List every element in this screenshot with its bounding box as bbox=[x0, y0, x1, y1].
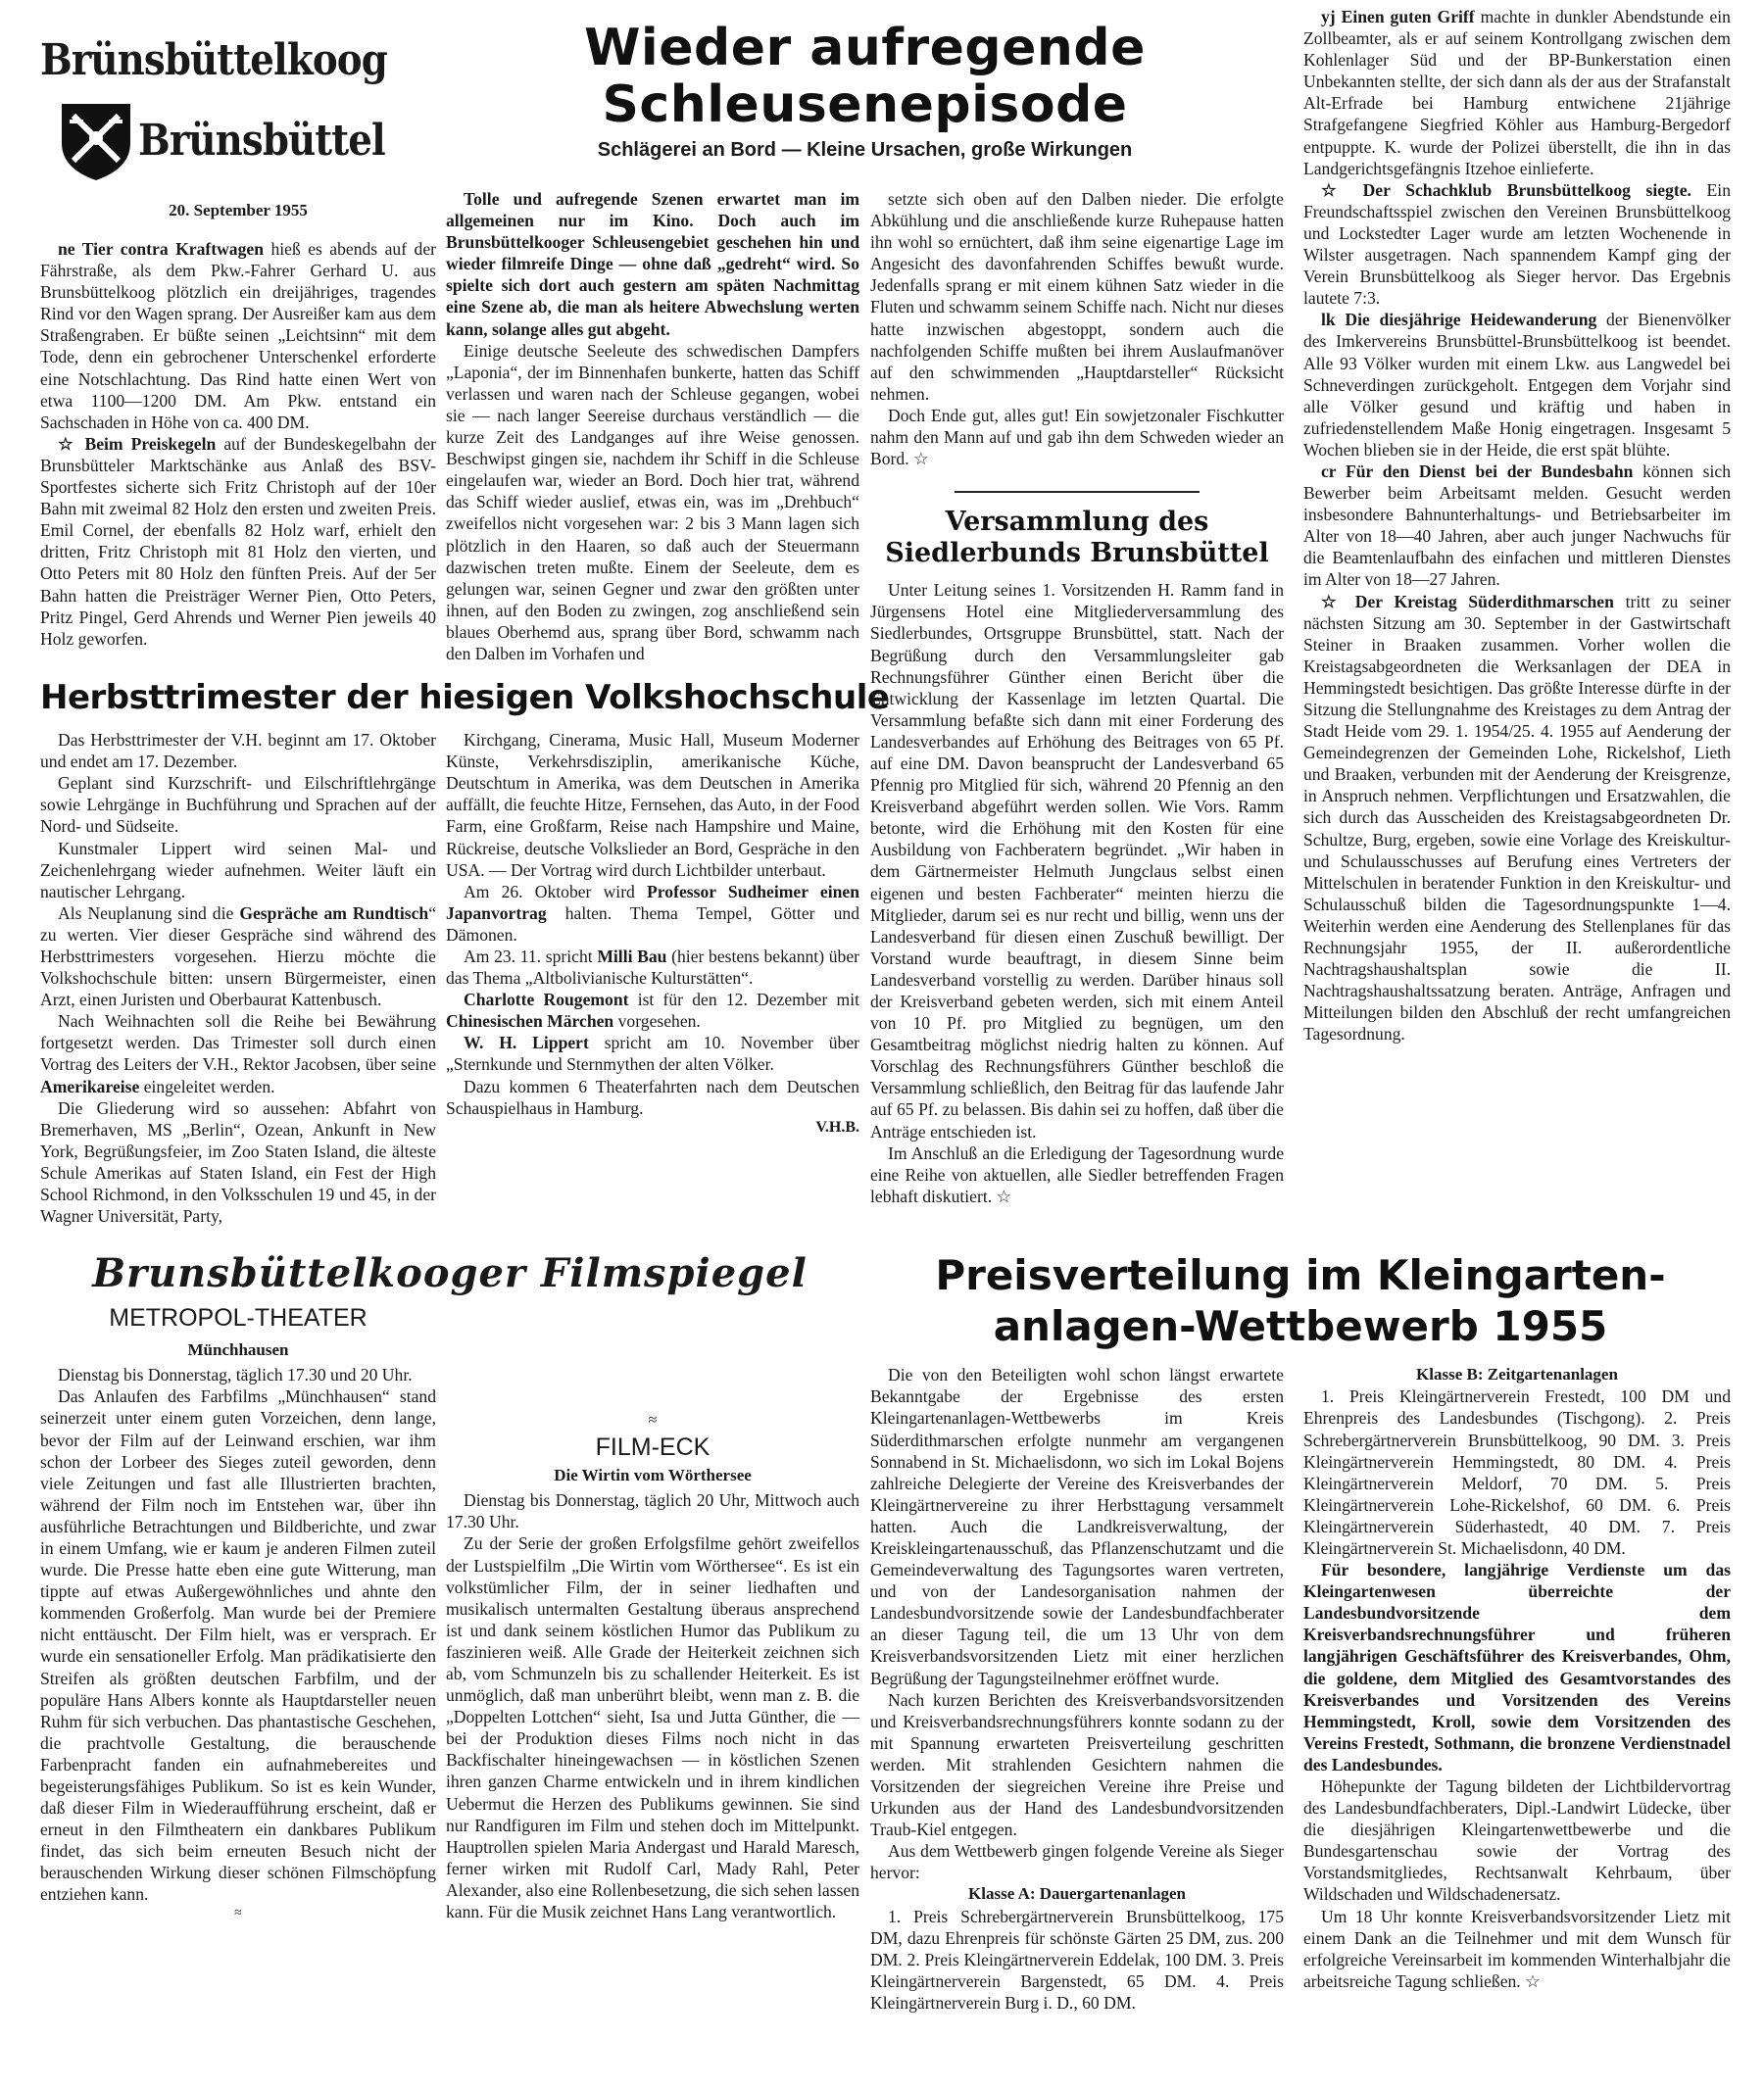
paragraph bbox=[870, 1689, 1284, 1841]
text: Aus dem Wettbewerb gingen folgende Vereine als Sieger hervor: bbox=[870, 1841, 1284, 1883]
metropol-column bbox=[40, 1364, 436, 1905]
paragraph bbox=[40, 729, 436, 772]
masthead-title-brunsbuettelkoog: Brünsbüttelkoog bbox=[40, 35, 387, 85]
metropol-wrap bbox=[40, 1304, 436, 1920]
text: Dazu kommen 6 Theaterfahrten nach dem Deutschen Schauspielhaus in Hamburg. bbox=[446, 1076, 859, 1118]
text: 1. Preis Kleingärtnerverein Frestedt, 100 DM und Ehrenpreis des Landesbundes (Tischgong). 2. Preis Schrebergärtnerverein Brunsbüttelkoog, 90 DM. 3. Preis Kleingärtnerverein Hemmingstedt, 80 DM. 4. Preis Kleingärtnerverein Meldorf, 70 DM. 5. Preis Kleingärtnerverein Lohe-Rickelshof, 60 DM. 6. Preis Kleingärtnerverein Süderhastedt, 40 DM. 7. Preis Kleingärtnerverein St. Michaelisdonn, 40 DM. bbox=[1303, 1386, 1731, 1558]
paragraph bbox=[40, 838, 436, 902]
paragraph bbox=[1303, 179, 1731, 310]
column-3-stack bbox=[870, 6, 1284, 1207]
bold-text: ☆ Der Schachklub Brunsbüttelkoog siegte. bbox=[1321, 179, 1691, 200]
paragraph bbox=[40, 433, 436, 650]
text: 1. Preis Schrebergärtnerverein Brunsbüttelkoog, 175 DM, dazu Ehrenpreis für schönste Gärten 25 DM, zus. 200 DM. 2. Preis Kleingärtnerverein Eddelak, 100 DM. 3. Preis Kleingärtnerverein Bargenstedt, 65 DM. 4. Preis Kleingärtnerverein Burg i. D., 60 DM. bbox=[870, 1906, 1284, 2013]
text: Unter Leitung seines 1. Vorsitzenden H. Ramm fand in Jürgensens Hotel eine Mitgliederversammlung des Siedlerbundes, Ortsgruppe Brunsbüttel, statt. Nach der Begrüßung durch den Versammlungsleiter gab Rechnungsführer Günther einen Bericht über die Entwicklung der Kassenlage im letzten Quartal. Die Versammlung befaßte sich dann mit einer Forderung des Landesverbandes auf Erhöhung des Beitrages von 65 Pf. auf eine DM. Davon beansprucht der Landesverband 65 Pfennig pro Mitglied für sich, während 20 Pfennig an den Kreisverband abgeführt werden sollen. Wie Vors. Ramm betonte, wird die Erhöhung mit den Kosten für eine Ausbildung von Fachberatern begründet. „Wir haben in dem Gärtnermeister Helmuth Jungclaus selbst einen eigenen und besten Fachberater“ meinten hierzu die Mitglieder, darum sei es nur recht und billig, wenn uns der Landesverband für diesen einen Zuschuß bewilligt. Der Vorstand wurde beauftragt, in diesem Sinne beim Landesverband vorstellig zu werden. Darüber hinaus soll der Kreisverband gebeten werden, sich mit einem Anteil von 10 Pf. pro Mitglied zu begnügen, um den Gesamtbeitrag möglichst niedrig halten zu können. Auf Vorschlag des Rechnungsführers Günther beschloß die Versammlung schließlich, den Beitrag für das laufende Jahr auf 65 Pf. zu belassen. Bis dahin sei zu hoffen, daß über die Anträge entschieden ist. bbox=[870, 580, 1284, 1142]
text: Die von den Beteiligten wohl schon längst erwartete Bekanntgabe der Ergebnisse des ersten Kleingartenanlagen-Wettbewerbs im Kreis Süderdithmarschen erfolgte nunmehr am vergangenen Sonnabend in St. Michaelisdonn, wo sich im Lokal Bojens zahlreiche Delegierte der Vereine des Kreisverbandes der Kleingärtnervereine zu ihrer Herbsttagung versammelt hatten. Auch die Landkreisverwaltung, der Kreiskleingartenausschuß, das Pflanzenschutzamt und die Gemeindeverwaltung des Tagungsortes waren vertreten, und von der Landesorganisation nahmen der Landesbundvorsitzende sowie der Landesbundfachberater an dieser Tagung teil, die um 13 Uhr von dem Kreisverbandsvorsitzenden Lietz mit einer herzlichen Begrüßung der Tagungsteilnehmer eröffnet wurde. bbox=[870, 1365, 1284, 1688]
filmeck-wrap bbox=[446, 1304, 859, 1922]
paragraph bbox=[1303, 1559, 1731, 1775]
headline-line: Schleusenepisode bbox=[602, 75, 1128, 134]
paragraph bbox=[40, 1385, 436, 1905]
paragraph bbox=[446, 1532, 859, 1922]
kleingarten-column-2 bbox=[1303, 1364, 1731, 1992]
column-1-top bbox=[40, 6, 436, 650]
paragraph bbox=[446, 1032, 859, 1075]
text: eingeleitet werden. bbox=[139, 1076, 275, 1096]
text: Die Gliederung wird so aussehen: Abfahrt von Bremerhaven, MS „Berlin“, Ozean, Ankunft in New York, Begrüßungsfeier, im Zoo Staten Island, die älteste Schule Amerikas auf Staten Island, ein Fest der High School Richmond, in den Volksschulen 19 und 45, in der Wagner Universität, Party, bbox=[40, 1097, 436, 1227]
paragraph bbox=[870, 1840, 1284, 1883]
paragraph bbox=[870, 1364, 1284, 1688]
metropol-theater-title: METROPOL-THEATER bbox=[109, 1304, 368, 1333]
bold-text: Professor Sudheimer einen Japanvortrag bbox=[446, 881, 859, 923]
schleuse-column-1 bbox=[446, 188, 859, 664]
text: vorgesehen. bbox=[613, 1011, 701, 1032]
text: Das Anlaufen des Farbfilms „Münchhausen“ stand seinerzeit unter einem guten Vorzeichen, denn lange, bevor der Film auf der Leinwand erschien, war ihm schon der Lorbeer des Sieges zuteil geworden, denn viele Zeitungen und fast alle Illustrierten brachten, während der Film noch im Entstehen war, über ihn ausführliche Betrachtungen und Bildberichte, und zwar in einem Umfang, wie er kaum je anderen Filmen zuteil wurde. Die Presse hatte eben eine gute Witterung, man tippte auf etwas Außergewöhnliches und ahnte den kommenden Großerfolg. Man wurde bei der Premiere nicht enttäuscht. Der Film hielt, was er versprach. Er wurde ein sensationeller Erfolg. Man prädikatisierte den Streifen als größten deutschen Farbfilm, und der populäre Hans Albers konnte als Hauptdarsteller neuen Ruhm für sich verbuchen. Das phantastische Geschehen, die prachtvolle Gestaltung, die berauschende Farbenpracht fanden ein aufnahmebereites und begeisterungsfähiges Publikum. So ist es kein Wunder, daß dieser Film in Wiederaufführung erscheint, daß er erneut in den Filmtheatern ein dankbares Publikum findet, das sich beim erneuten Besuch nicht der berauschenden Wirkung dieser schönen Filmschöpfung entziehen kann. bbox=[40, 1386, 436, 1905]
text: ist für den 12. Dezember mit bbox=[628, 990, 859, 1010]
text: Am 23. 11. spricht bbox=[464, 947, 598, 966]
text: Das Herbsttrimester der V.H. beginnt am 17. Oktober und endet am 17. Dezember. bbox=[40, 730, 436, 772]
bold-text: W. H. Lippert bbox=[464, 1033, 589, 1053]
paragraph bbox=[40, 1364, 436, 1385]
filmeck-column bbox=[446, 1489, 859, 1922]
paragraph bbox=[446, 1489, 859, 1532]
right-news-column bbox=[1303, 6, 1731, 1045]
text: Nach kurzen Berichten des Kreisverbandsvorsitzenden und Kreisverbandsrechnungsführers konnte sodann zu der mit Spannung erwarteten Preisverteilung geschritten werden. Mit strahlenden Gesichtern nahmen die Vorsitzenden der siegreichen Vereine ihre Preise und Urkunden aus der Hand des Landesbundvorsitzenden Traub-Kiel entgegen. bbox=[870, 1689, 1284, 1840]
headline-line: Versammlung des bbox=[945, 507, 1209, 538]
separator-icon: ≈ bbox=[648, 1412, 658, 1430]
separator-icon: ≈ bbox=[234, 1905, 242, 1920]
paragraph bbox=[446, 946, 859, 989]
headline-line: Wieder aufregende bbox=[584, 19, 1146, 77]
bold-text: ne Tier contra Kraftwagen bbox=[58, 239, 264, 259]
text: der Bienenvölker des Imkervereins Brunsbüttel-Brunsbüttelkoog ist beendet. Alle 93 Völker wurden mit einem Lkw. aus Langwedel bei Schneverdingen zurückgeholt. Entgegen dem Vorjahr sind alle Völker gesund und kräftig und haben in zufriedenstellendem Maße Honig eingetragen. Insgesamt 5 Wochen blieben sie in der Heide, die erst spät blühte. bbox=[1303, 310, 1731, 460]
text: Dienstag bis Donnerstag, täglich 20 Uhr, Mittwoch auch 17.30 Uhr. bbox=[446, 1490, 859, 1532]
paragraph bbox=[40, 1010, 436, 1096]
masthead bbox=[40, 35, 436, 197]
paragraph bbox=[1303, 1906, 1731, 1992]
paragraph bbox=[870, 579, 1284, 1142]
bold-text: ☆ Beim Preiskegeln bbox=[58, 433, 217, 454]
divider bbox=[955, 491, 1200, 493]
paragraph bbox=[870, 405, 1284, 469]
kleingarten-section bbox=[870, 1250, 1731, 2014]
text: machte in dunkler Abendstunde ein Zollbeamter, als er auf seinem Kontrollgang zwischen dem Kohlenlager Süd und der BP-Bunkerstation einen Unbekannten stellte, der sich dann als der aus der Strafanstalt Alt-Erfrade bei Hamburg entwichene 21jährige Strafgefangene Siegfried Köhler aus Hamburg-Bergedorf entpuppte. K. wurde der Polizei überstellt, die ihn in das Landgerichtsgefängnis Itzehoe einlieferte. bbox=[1303, 7, 1731, 178]
headline-line: Siedlerbunds Brunsbüttel bbox=[885, 538, 1269, 569]
siedler-headline bbox=[870, 507, 1284, 569]
bold-text: Milli Bau bbox=[597, 947, 667, 966]
schleuse-header bbox=[446, 20, 1284, 162]
text: Um 18 Uhr konnte Kreisverbandsvorsitzender Lietz mit einem Dank an die Teilnehmer und mit dem Wunsch für erfolgreiche Vereinsarbeit im kommenden Winterhalbjahr die arbeitsreiche Tagung schließen. ☆ bbox=[1303, 1906, 1731, 1991]
paragraph bbox=[1303, 591, 1731, 1045]
bold-text: Chinesischen Märchen bbox=[446, 1011, 614, 1032]
kleingarten-intro bbox=[870, 1364, 1284, 1883]
bold-text: Für besondere, langjährige Verdienste um das Kleingartenwesen überreichte der Landesbundvorsitzende dem Kreisverbandsrechnungsführer und früheren langjährigen Geschäftsführer des Kreisverbandes, Ohm, die goldene, dem Mitglied des Gesamtvorstandes des Kreisverbandes und Vorsitzenden des Vereins Hemmingstedt, Kroll, sowie dem Vorsitzenden des Vereins Frestedt, Sothmann, die bronzene Verdienstnadel des Landesbundes. bbox=[1303, 1560, 1731, 1774]
bold-text: Amerikareise bbox=[40, 1076, 140, 1096]
text: Im Anschluß an die Erledigung der Tagesordnung wurde eine Reihe von aktuellen, alle Siedler betreffenden Fragen lebhaft diskutiert. ☆ bbox=[870, 1142, 1284, 1206]
text: spricht am 10. November über „Sternkunde und Sternmythen der alten Völker. bbox=[446, 1033, 859, 1075]
vhs-column-2 bbox=[446, 729, 859, 1119]
kleingarten-headline bbox=[870, 1250, 1731, 1352]
text: Als Neuplanung sind die bbox=[58, 902, 240, 923]
paragraph bbox=[40, 1097, 436, 1228]
text: hieß es abends auf der Fährstraße, als dem Pkw.-Fahrer Gerhard U. aus Brunsbüttelkoog plötzlich ein dreijähriges, tragendes Rind vor den Wagen sprang. Der Ausreißer kam aus dem Straßengraben. Er büßte seinen „Leichtsinn“ mit dem Tode, denn ein gebrochener Unterschenkel erforderte eine Notschlachtung. Das Rind hatte einen Wert von etwa 1100—1200 DM. Am Pkw. entstand ein Sachschaden in Höhe von ca. 400 DM. bbox=[40, 239, 436, 432]
text: Kunstmaler Lippert wird seinen Mal- und Zeichenlehrgang wieder aufnehmen. Weiter läuft ein nautischer Lehrgang. bbox=[40, 838, 436, 901]
paragraph bbox=[1303, 6, 1731, 179]
text: Höhepunkte der Tagung bildeten der Lichtbildervortrag des Landesbundfachberaters, Dipl.-Landwirt Lüdecke, über die diesjährigen Kleingartenwettbewerbe und die Bundesgartenschau sowie der Vortrag des Vorstandsmitgliedes, Rechtsanwalt Kehrbaum, über Wildschaden und Wildschadenersatz. bbox=[1303, 1776, 1731, 1905]
paragraph bbox=[40, 772, 436, 837]
vhs-signature: V.H.B. bbox=[815, 1118, 859, 1136]
schleuse-headline bbox=[446, 20, 1284, 133]
schleuse-column-2 bbox=[870, 188, 1284, 469]
klasse-a-title: Klasse A: Dauergartenanlagen bbox=[968, 1884, 1186, 1904]
filmeck-theater-title: FILM-ECK bbox=[595, 1433, 710, 1462]
bold-text: ☆ Der Kreistag Süderdithmarschen bbox=[1321, 591, 1614, 611]
text: Zu der Serie der großen Erfolgsfilme gehört zweifellos der Lustspielfilm „Die Wirtin vom Wörthersee“. Es ist ein volkstümlicher Film, der in seiner liedhaften und musikalisch untermalten Gestaltung überaus ansprechend ist und dank seinem köstlichen Humor das Publikum zu faszinieren weiß. Alle Grade der Heiterkeit zeichnen sich ab, vom Schmunzeln bis zu schallender Heiterkeit. Es ist unmöglich, daß man unberührt bleibt, wenn man z. B. die „Doppelten Lottchen“ sieht, Isa und Jutta Günther, die — bei der Produktion dieses Films noch nicht in das Backfischalter hineingewachsen — in köstlichen Szenen ihren ganzen Charme entwickeln und in ihrem kindlichen Uebermut die Herzen des Publikums gewinnen. Sie sind nur Randfiguren im Film und stehen doch im Mittelpunkt. Hauptrollen spielen Maria Andergast und Harald Maresch, ferner wirken mit Rudolf Carl, Mady Rahl, Peter Alexander, also eine Rollenbesetzung, die sich sehen lassen kann. Für die Musik zeichnet Hans Lang verantwortlich. bbox=[446, 1533, 859, 1921]
film-section bbox=[40, 1250, 859, 1922]
klasse-a-results bbox=[870, 1906, 1284, 2014]
kleingarten-column-1 bbox=[870, 1364, 1284, 2014]
masthead-title-brunsbuettel: Brünsbüttel bbox=[138, 116, 385, 166]
text: Ein Freundschaftsspiel zwischen den Vereinen Brunsbüttelkoog und Lockstedter Lager wurde am letzten Wochenende in Wilster ausgetragen. Nach spannendem Kampf ging der Verein Brunsbüttelkoog als Sieger hervor. Das Ergebnis lautete 7:3. bbox=[1303, 179, 1731, 309]
paragraph bbox=[446, 881, 859, 946]
siedler-column bbox=[870, 579, 1284, 1207]
paragraph bbox=[446, 989, 859, 1032]
upper-region bbox=[40, 0, 1731, 1227]
paragraph bbox=[1303, 461, 1731, 591]
local-news-column bbox=[40, 238, 436, 650]
bold-text: yj Einen guten Griff bbox=[1321, 7, 1475, 26]
bold-text: Tolle und aufregende Szenen erwartet man im allgemeinen nur im Kino. Doch auch im Brunsbüttelkooger Schleusengebiet geschehen hin und wieder filmreife Dinge — ohne daß „gedreht“ wird. So spielte sich dort auch gestern am späten Nachmittag eine Szene ab, die man als heitere Abwechslung werten kann, solange alles gut abgeht. bbox=[446, 189, 859, 339]
bold-text: cr Für den Dienst bei der Bundesbahn bbox=[1321, 461, 1634, 481]
klasse-b-title: Klasse B: Zeitgartenanlagen bbox=[1416, 1365, 1618, 1385]
town-crest-icon bbox=[58, 100, 134, 182]
metropol-film-title: Münchhausen bbox=[187, 1340, 289, 1360]
text: setzte sich oben auf den Dalben nieder. Die erfolgte Abkühlung und die anschließende kurze Ruhepause hatten ihn wohl so ernüchtert, daß ihm seine eigenartige Lage im Angesicht des davonfahrenden Schiffes bewußt wurde. Jedenfalls sprang er mit einem kühnen Satz wieder in die Fluten und schwamm seinem Schiffe nach. Nicht nur dieses hatte inzwischen abgestoppt, sondern auch die nachfolgenden Schiffe mußten bei ihrem Auslaufmanöver auf den schwimmenden „Hauptdarsteller“ Rücksicht nehmen. bbox=[870, 189, 1284, 404]
paragraph bbox=[870, 188, 1284, 405]
paragraph bbox=[870, 1906, 1284, 2014]
text: Geplant sind Kurzschrift- und Eilschriftlehrgänge sowie Lehrgänge in Buchführung und Sprachen auf der Nord- und Südseite. bbox=[40, 773, 436, 837]
text: tritt zu seiner nächsten Sitzung am 30. September in der Gastwirtschaft Steiner in Braaken zusammen. Vorher wollen die Kreistagsabgeordneten die Werksanlagen der DEA in Hemmingstedt besichtigen. Das größte Interesse dürfte in der Sitzung die Stellungnahme des Kreistages zu dem Antrag der Stadt Heide vom 29. 1. 1954/25. 4. 1955 auf Aenderung der Gemeindegrenzen der Gemeinden Lohe, Rickelshof, Lieth und Braaken, verbunden mit der Aenderung der Kreisgrenze, in Anspruch nehmen. Verpflichtungen und Ersatzwahlen, die sich durch das Ausscheiden des Kreistagsabgeordneten Dr. Schultze, Burg, ergeben, sowie eine Vorlage des Kreiskultur- und Schulausschusses auf Berufung eines Vertreters der Mittelschulen in beratender Funktion in den Kreiskultur- und Schulausschuß bilden die Tagesordnungspunkte 1—4. Weiterhin werden eine Aenderung des Stellenplanes für das Rechnungsjahr 1955, der II. außerordentliche Nachtragshaushaltsplan sowie die II. Nachtragshaushaltssatzung beraten. Anträge, Anfragen und Mitteilungen bilden den Abschluß der recht umfangreichen Tagesordnung. bbox=[1303, 591, 1731, 1044]
text: Dienstag bis Donnerstag, täglich 17.30 und 20 Uhr. bbox=[58, 1365, 413, 1385]
paragraph bbox=[1303, 1385, 1731, 1559]
headline-line: Preisverteilung im Kleingarten- bbox=[935, 1251, 1666, 1300]
text: (hier bestens bekannt) über das Thema „Altbolivianische Kulturstätten“. bbox=[446, 947, 859, 989]
text: Doch Ende gut, alles gut! Ein sowjetzonaler Fischkutter nahm den Mann auf und gab ihn dem Schweden wieder an Bord. ☆ bbox=[870, 405, 1284, 469]
paragraph bbox=[40, 238, 436, 433]
text: halten. Thema Tempel, Götter und Dämonen. bbox=[446, 902, 859, 945]
paragraph bbox=[1303, 1775, 1731, 1906]
vhs-column-1 bbox=[40, 729, 436, 1227]
paragraph bbox=[870, 1142, 1284, 1207]
bold-text: lk Die diesjährige Heidewanderung bbox=[1321, 310, 1597, 330]
paragraph bbox=[446, 729, 859, 881]
schleuse-subtitle: Schlägerei an Bord — Kleine Ursachen, große Wirkungen bbox=[597, 139, 1133, 161]
paragraph bbox=[446, 340, 859, 664]
text: Einige deutsche Seeleute des schwedischen Dampfers „Laponia“, der im Binnenhafen bunkerte, hatten das Schiff verlassen und waren nach der Schleuse gegangen, wobei sie — nach langer Seereise durchaus verständlich — die kurze Zeit des Landganges auf ihre Weise genossen. Beschwipst gingen sie, nachdem ihr Schiff in die Schleuse eingelaufen war, wieder an Bord. Doch hier trat, während das Schiff wieder auslief, etwas ein, was im „Drehbuch“ zweifellos nicht vorgesehen war: 2 bis 3 Mann lagen sich plötzlich in den Haaren, so daß auch der Steuermann dazwischen treten mußte. Einem der Seeleute, dem es gelungen war, seinen Gegner und zwar den größten unter ihnen, auf den Boden zu zwingen, zog anschließend sein blaues Oberhemd aus, sprang über Bord, schwamm nach den Dalben im Vorhafen und bbox=[446, 340, 859, 663]
vhs-column-2-wrap bbox=[446, 729, 859, 1137]
paragraph bbox=[446, 1076, 859, 1119]
paragraph bbox=[40, 902, 436, 1010]
bold-text: Gespräche am Rundtisch bbox=[239, 902, 429, 923]
text: auf der Bundeskegelbahn der Brunsbütteler Marktschänke aus Anlaß des BSV-Sportfestes sicherte sich Fritz Christoph auf der 10er Bahn mit zweimal 82 Holz den ersten und zweiten Preis. Emil Cornel, der ebenfalls 82 Holz warf, erhielt den dritten, Fritz Christoph mit 81 Holz den vierten, und Otto Peters mit 80 Holz den fünften Preis. Auf der 5er Bahn hatten die Preisträger Werner Pien, Otto Peters, Pritz Pingel, Gerd Ahrends und Werner Pien jeweils 40 Holz geworfen. bbox=[40, 433, 436, 649]
filmspiegel-title: Brunsbüttelkooger Filmspiegel bbox=[92, 1250, 808, 1297]
lower-region bbox=[40, 1250, 1731, 2033]
text: können sich Bewerber beim Arbeitsamt melden. Gesucht werden insbesondere Bahnunterhaltungs- und Betriebsarbeiter im Alter von 18—40 Jahren, aber auch junger Nachwuchs für die Beamtenlaufbahn des einfachen und mittleren Dienstes im Alter von 18—27 Jahren. bbox=[1303, 461, 1731, 590]
bold-text: Charlotte Rougemont bbox=[464, 990, 629, 1010]
newspaper-page bbox=[40, 0, 1731, 2033]
text: Am 26. Oktober wird bbox=[464, 881, 648, 901]
text: “ zu werten. Vier dieser Gespräche sind während des Herbsttrimesters vorgesehen. Hierzu möchte die Volkshochschule bitten: unsern Bürgermeister, einen Arzt, einen Juristen und Oberbaurat Kattenbusch. bbox=[40, 902, 436, 1010]
issue-date: 20. September 1955 bbox=[169, 201, 308, 219]
text: Nach Weihnachten soll die Reihe bei Bewährung fortgesetzt werden. Das Trimester soll durch einen Vortrag des Leiters der V.H., Rektor Jacobsen, über seine bbox=[40, 1011, 436, 1075]
klasse-b-results bbox=[1303, 1385, 1731, 1992]
vhs-headline: Herbsttrimester der hiesigen Volkshochschule bbox=[40, 678, 890, 718]
paragraph bbox=[1303, 309, 1731, 461]
paragraph bbox=[446, 188, 859, 340]
filmeck-film-title: Die Wirtin vom Wörthersee bbox=[554, 1466, 752, 1485]
headline-line: anlagen-Wettbewerb 1955 bbox=[993, 1302, 1608, 1351]
text: Kirchgang, Cinerama, Music Hall, Museum Moderner Künste, Verkehrsdisziplin, amerikanische Küche, Deutschtum in Amerika, was dem Deutschen in Amerika auffällt, die feuchte Hitze, Fernsehen, das Auto, in der Food Farm, eine Großfarm, Reise nach Hampshire und Maine, Rückreise, deutsche Volkslieder an Bord, Gespräche in den USA. — Der Vortrag wird durch Lichtbilder unterbaut. bbox=[446, 730, 859, 880]
